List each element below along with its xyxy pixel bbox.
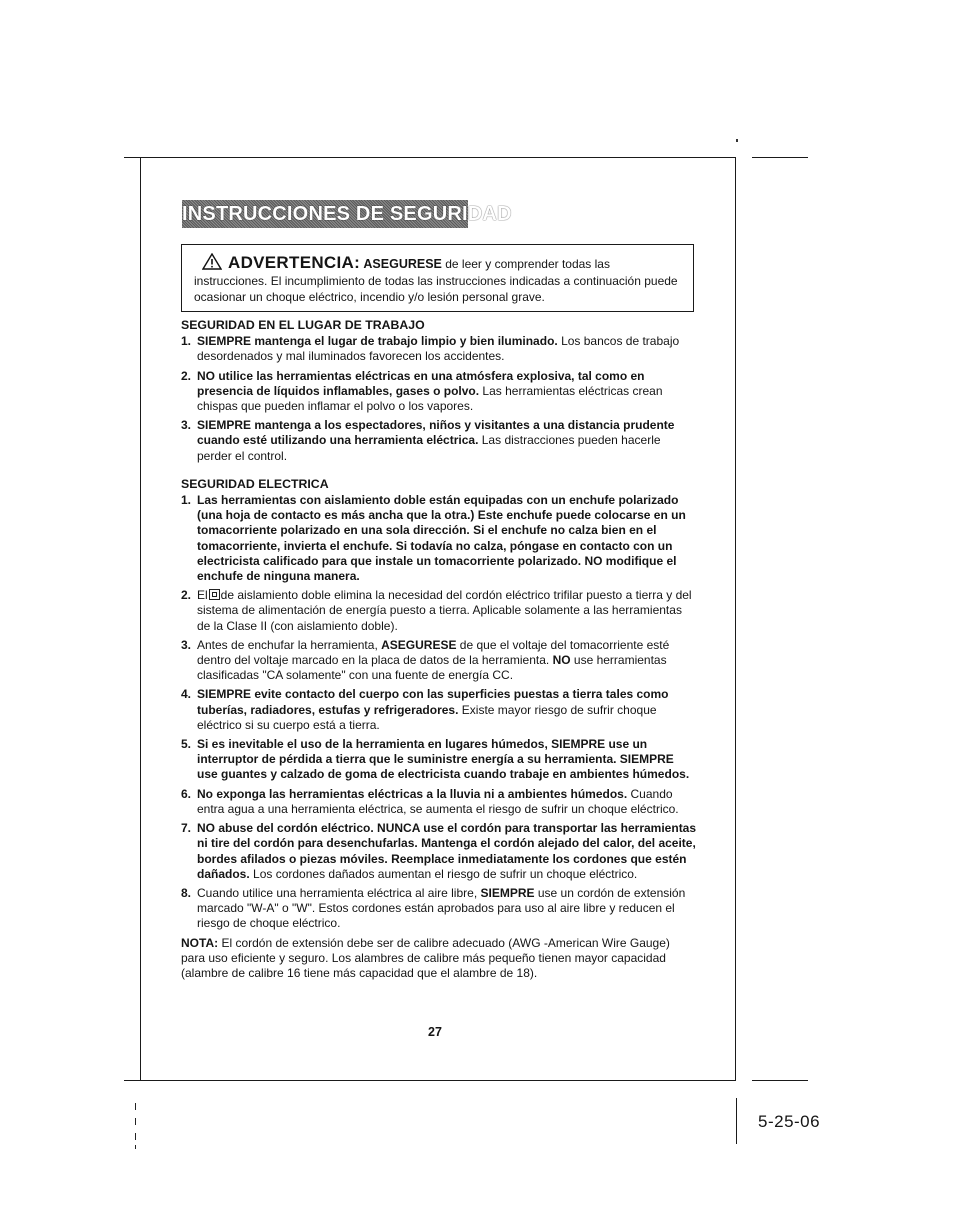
- note-label: NOTA:: [181, 935, 219, 950]
- item-number: 3.: [181, 637, 192, 652]
- list-item: [181, 493, 697, 584]
- item-text: use un cordón de extensión marcado "W-A" o "W". Estos cordones están aprobados para uso al aire libre y reducen el riesgo de choque eléctrico.: [197, 885, 686, 931]
- item-text: Las distracciones pueden hacerle perder el control.: [197, 433, 661, 463]
- frame-left-border: [140, 157, 141, 1081]
- item-bold-text: SIEMPRE mantenga el lugar de trabajo limpio y bien iluminado.: [197, 334, 558, 349]
- item-text: Cuando entra agua a una herramienta eléctrica, se aumenta el riesgo de sufrir un choque eléctrico.: [197, 786, 679, 816]
- page-number: 27: [428, 1025, 442, 1039]
- crop-mark-bottom-right: [752, 1080, 808, 1081]
- cut-dash: [135, 1103, 136, 1110]
- section-banner-title: INSTRUCCIONES DE SEGURIDAD: [182, 200, 468, 228]
- cut-dash: [135, 1145, 136, 1149]
- warning-strong: ASEGURESE: [363, 257, 442, 271]
- item-bold-text: NO abuse del cordón eléctrico. NUNCA use el cordón para transportar las herramientas ni tire del cordón para desenchufarlas. Mantenga el cordón alejado del calor, del aceite, bordes afilados o piezas móviles. Reemplace inmediatamente los cordones que estén dañados.: [197, 821, 697, 881]
- item-bold-text: SIEMPRE: [480, 885, 535, 900]
- cut-dash: [135, 1118, 136, 1125]
- item-number: 1.: [181, 493, 192, 508]
- item-bold-text: Las herramientas con aislamiento doble están equipadas con un enchufe polarizado (una hoja de contacto es más ancha que la otra.) Este enchufe puede colocarse en un tomacorriente polarizado en una sola dirección. Si el enchufe no calza bien en el tomacorriente, invierta el enchufe. Si todavía no calza, póngase en contacto con un electricista calificado para que instale un tomacorriente polarizado. NO modifique el enchufe de ninguna manera.: [197, 493, 686, 584]
- list-item: [181, 418, 697, 464]
- item-bold-text: SIEMPRE mantenga a los espectadores, niños y visitantes a una distancia prudente cuando esté utilizando una herramienta eléctrica.: [197, 418, 675, 448]
- list-item: [181, 821, 697, 882]
- list-item: [181, 369, 697, 415]
- item-text: de que el voltaje del tomacorriente esté dentro del voltaje marcado en la placa de datos de la herramienta.: [197, 637, 670, 668]
- double-insulation-symbol-icon: [209, 589, 220, 600]
- item-number: 2.: [181, 368, 192, 383]
- frame-bottom-border: [124, 1080, 736, 1081]
- warning-title: ADVERTENCIA:: [228, 253, 361, 272]
- list-item: [181, 638, 697, 684]
- note-paragraph: [181, 936, 697, 982]
- section-heading-work-area: SEGURIDAD EN EL LUGAR DE TRABAJO: [181, 318, 425, 332]
- frame-right-border: [735, 157, 736, 1081]
- warning-triangle-icon: [202, 253, 222, 274]
- print-date: 5-25-06: [758, 1112, 821, 1131]
- item-text: Los cordones dañados aumentan el riesgo de sufrir un choque eléctrico.: [249, 866, 638, 881]
- item-bold-text: NO utilice las herramientas eléctricas en una atmósfera explosiva, tal como en presencia de líquidos inflamables, gases o polvo.: [197, 368, 645, 398]
- item-text: Las herramientas eléctricas crean chispas que pueden inflamar el polvo o los vapores.: [197, 383, 663, 414]
- item-bold-text: SIEMPRE evite contacto del cuerpo con las superficies puestas a tierra tales como tuberías, radiadores, estufas y refrigeradores.: [197, 687, 669, 717]
- list-item: [181, 334, 697, 364]
- item-number: 3.: [181, 418, 192, 433]
- section-heading-electrical: SEGURIDAD ELECTRICA: [181, 476, 329, 491]
- note-text: El cordón de extensión debe ser de calibre adecuado (AWG -American Wire Gauge) para uso eficiente y seguro. Los alambres de calibre más pequeño tienen mayor capacidad (alambre de calibre 16 tiene más capacidad que el alambre de 18).: [181, 935, 670, 980]
- crop-mark-top-right: [752, 157, 808, 158]
- list-item: [181, 687, 697, 733]
- item-number: 6.: [181, 786, 192, 801]
- item-number: 4.: [181, 687, 192, 702]
- item-bold-text: NO: [552, 653, 571, 668]
- item-bold-text: ASEGURESE: [381, 637, 457, 652]
- frame-top-border: [124, 157, 736, 158]
- scan-speck: [736, 139, 738, 142]
- warning-box: [181, 244, 694, 312]
- item-text: Los bancos de trabajo desordenados y mal iluminados favorecen los accidentes.: [197, 334, 680, 364]
- item-text: Antes de enchufar la herramienta,: [197, 637, 382, 652]
- work-area-list: [181, 334, 697, 464]
- item-text: Cuando utilice una herramienta eléctrica al aire libre,: [197, 885, 481, 900]
- list-item: [181, 886, 697, 932]
- item-number: 2.: [181, 588, 192, 603]
- item-bold-text: Si es inevitable el uso de la herramienta en lugares húmedos, SIEMPRE use un interruptor de pérdida a tierra que le suministre energía a su herramienta. SIEMPRE use guantes y calzado de goma de electricista cuando trabaje en ambientes húmedos.: [197, 737, 690, 782]
- item-text: de aislamiento doble elimina la necesidad del cordón eléctrico trifilar puesto a tierra y del sistema de alimentación de energía puesto a tierra. Aplicable solamente a las herramientas de la Clase II (con aislamiento doble).: [197, 588, 692, 633]
- item-number: 7.: [181, 821, 192, 836]
- electrical-list: [181, 493, 697, 931]
- item-number: 8.: [181, 885, 192, 900]
- item-number: 5.: [181, 737, 192, 752]
- item-text: Existe mayor riesgo de sufrir choque eléctrico si su cuerpo está a tierra.: [197, 702, 657, 732]
- warning-text: de leer y comprender todas las instrucciones. El incumplimiento de todas las instrucciones indicadas a continuación puede ocasionar un choque eléctrico, incendio y/o lesión personal grave.: [194, 257, 678, 304]
- item-number: 1.: [181, 334, 192, 349]
- list-item: [181, 737, 697, 783]
- list-item: [181, 787, 697, 817]
- list-item: [181, 588, 697, 634]
- cut-dash: [135, 1133, 136, 1140]
- item-text: El: [197, 588, 208, 603]
- item-text: use herramientas clasificadas "CA solamente" con una fuente de energía CC.: [197, 653, 667, 683]
- item-bold-text: No exponga las herramientas eléctricas a la lluvia ni a ambientes húmedos.: [197, 786, 628, 801]
- safety-content: [181, 318, 697, 981]
- cut-line-right: [736, 1098, 737, 1144]
